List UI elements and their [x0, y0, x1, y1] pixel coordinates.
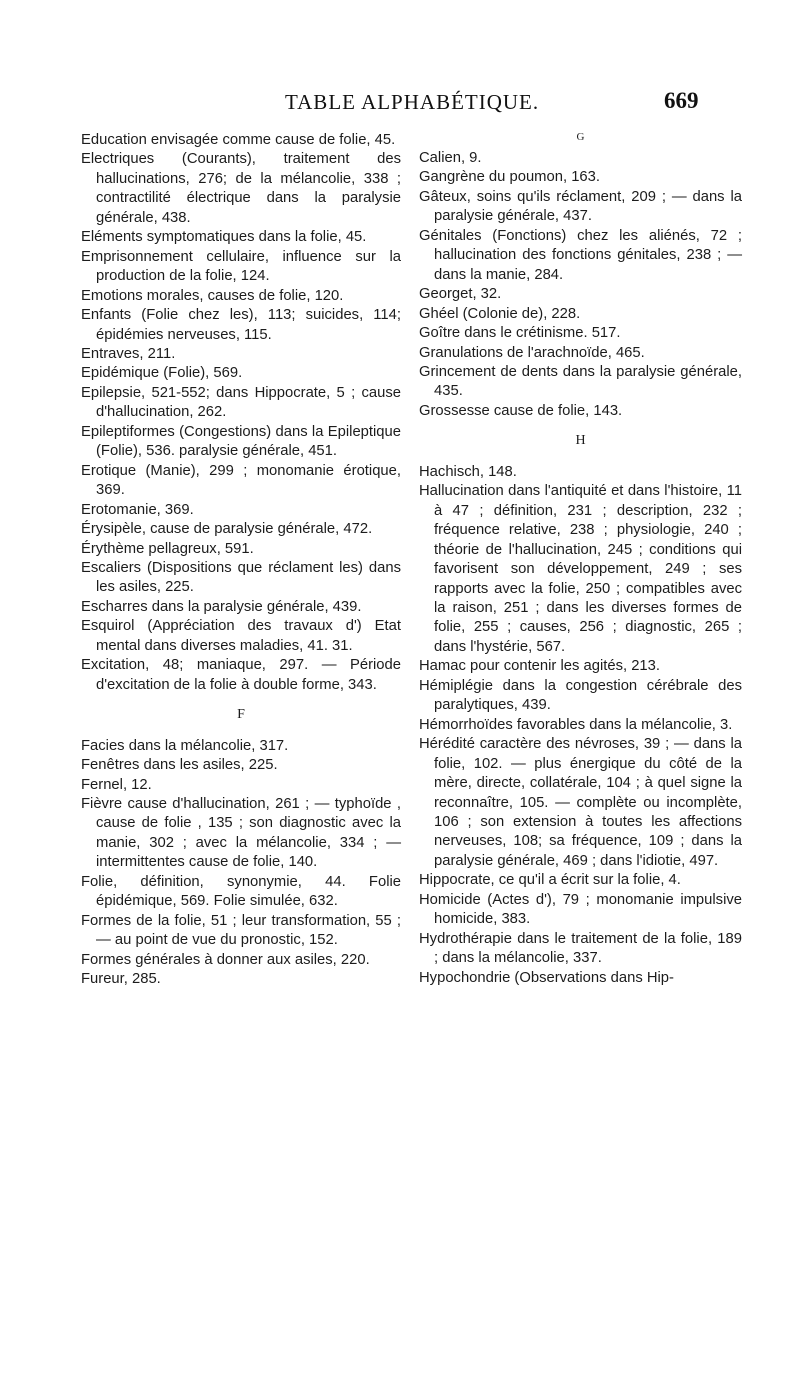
index-entry: Hallucination dans l'antiquité et dans l'histoire, 11 à 47 ; définition, 231 ; description, 232 ; fréquence relative, 238 ; physiologie, 240 ; théorie de l'hallucination, 245 ; conditions qui favorisent son développement, 249 ; ses rapports avec la folie, 250 ; compatibles avec la raison, 251 ; dans les diverses formes de folie, 255 ; causes, 256 ; diagnostic, 265 ; dans l'hystérie, 567. [419, 483, 742, 655]
index-entry: Fièvre cause d'hallucination, 261 ; — typhoïde , cause de folie , 135 ; son diagnostic avec la manie, 302 ; avec la mélancolie, 334 ; — intermittentes cause de folie, 140. [81, 795, 401, 871]
section-letter: F [237, 707, 245, 723]
index-entry: Grossesse cause de folie, 143. [419, 402, 623, 419]
page-header [0, 90, 800, 120]
index-entry: Goître dans le crétinisme. 517. [419, 325, 621, 342]
index-entry: Érythème pellagreux, 591. [81, 540, 254, 557]
index-entry: Formes de la folie, 51 ; leur transformation, 55 ; — au point de vue du pronostic, 152. [81, 912, 401, 949]
index-entry: Grincement de dents dans la paralysie générale, 435. [419, 363, 742, 400]
right-column [419, 131, 742, 988]
index-entry: Ghéel (Colonie de), 228. [419, 305, 581, 322]
index-entry: Hamac pour contenir les agités, 213. [419, 658, 660, 675]
section-letter: H [575, 433, 586, 449]
index-entry: Georget, 32. [419, 286, 502, 303]
index-entry: Hydrothérapie dans le traitement de la folie, 189 ; dans la mélancolie, 337. [419, 930, 742, 967]
index-entry: Epilepsie, 521-552; dans Hippocrate, 5 ; cause d'hallucination, 262. [81, 384, 401, 421]
index-entry: Emprisonnement cellulaire, influence sur la production de la folie, 124. [81, 248, 401, 285]
index-entry: Génitales (Fonctions) chez les aliénés, 72 ; hallucination des fonctions génitales, 238 ; — dans la manie, 284. [419, 227, 742, 283]
index-entry: Hémiplégie dans la congestion cérébrale des paralytiques, 439. [419, 677, 742, 714]
index-entry: Eléments symptomatiques dans la folie, 45. [81, 229, 367, 246]
index-entry: Gâteux, soins qu'ils réclament, 209 ; — dans la paralysie générale, 437. [419, 188, 742, 225]
index-entry: Hachisch, 148. [419, 463, 517, 480]
left-column [81, 131, 401, 989]
index-entry: Education envisagée comme cause de folie, 45. [81, 132, 396, 148]
index-entry: Hippocrate, ce qu'il a écrit sur la folie, 4. [419, 872, 681, 889]
page-number: 669 [664, 88, 699, 113]
index-entry: Érysipèle, cause de paralysie générale, 472. [81, 521, 373, 538]
index-entry: Epileptiformes (Congestions) dans la Epileptique (Folie), 536. paralysie générale, 451. [81, 423, 401, 460]
index-entry: Gangrène du poumon, 163. [419, 169, 600, 186]
index-entry: Entraves, 211. [81, 345, 176, 362]
index-entry: Esquirol (Appréciation des travaux d') Etat mental dans diverses maladies, 41. 31. [81, 618, 401, 654]
page-title: TABLE ALPHABÉTIQUE. [285, 90, 540, 114]
index-entry: Excitation, 48; maniaque, 297. — Période d'excitation de la folie à double forme, 343. [81, 657, 401, 693]
index-entry: Homicide (Actes d'), 79 ; monomanie impulsive homicide, 383. [419, 891, 742, 928]
index-entry: Hérédité caractère des névroses, 39 ; — dans la folie, 102. — plus énergique du côté de la mère, directe, collatérale, 104 ; à quel signe la reconnaître, 105. — complète ou incomplète, 106 ; son extension à toutes les affections nerveuses, 108; sa fréquence, 109 ; dans la paralysie générale, 469 ; dans l'idiotie, 497. [419, 736, 742, 869]
index-entry: Epidémique (Folie), 569. [81, 365, 243, 382]
index-entry: Hypochondrie (Observations dans Hip- [419, 969, 674, 986]
index-entry: Escaliers (Dispositions que réclament les) dans les asiles, 225. [81, 559, 401, 596]
index-entry: Electriques (Courants), traitement des hallucinations, 276; de la mélancolie, 338 ; contractilité électrique dans la paralysie générale, 438. [81, 151, 401, 226]
index-entry: Granulations de l'arachnoïde, 465. [419, 344, 645, 361]
index-entry: Folie, définition, synonymie, 44. Folie épidémique, 569. Folie simulée, 632. [81, 873, 401, 910]
index-entry: Emotions morales, causes de folie, 120. [81, 287, 344, 304]
index-entry: Facies dans la mélancolie, 317. [81, 737, 289, 754]
section-letter: G [576, 131, 585, 143]
index-entry: Hémorrhoïdes favorables dans la mélancolie, 3. [419, 716, 733, 733]
index-entry: Fenêtres dans les asiles, 225. [81, 757, 278, 774]
index-entry: Erotomanie, 369. [81, 501, 194, 518]
index-entry: Fernel, 12. [81, 776, 152, 793]
index-entry: Enfants (Folie chez les), 113; suicides, 114; épidémies nerveuses, 115. [81, 307, 401, 343]
index-entry: Calien, 9. [419, 150, 482, 166]
index-entry: Erotique (Manie), 299 ; monomanie érotique, 369. [81, 462, 401, 499]
index-entry: Formes générales à donner aux asiles, 220. [81, 951, 370, 968]
index-entry: Escharres dans la paralysie générale, 439. [81, 598, 362, 615]
index-entry: Fureur, 285. [81, 971, 161, 988]
